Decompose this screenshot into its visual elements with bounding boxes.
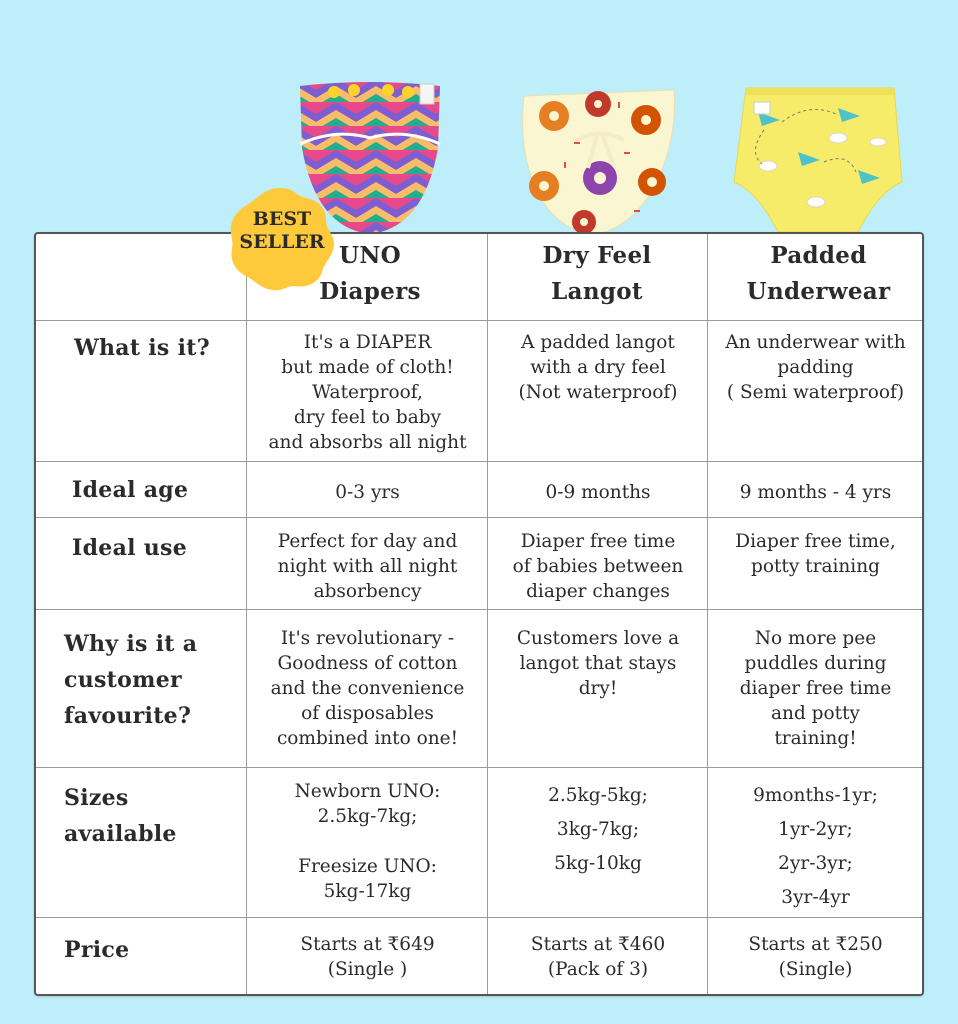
dry-feel-langot-image (514, 82, 684, 238)
padded-underwear-image (728, 82, 908, 234)
row-label-price: Price (64, 937, 130, 963)
cell-why-favourite-langot: Customers love a langot that stays dry! (516, 628, 680, 699)
column-header-dry-feel-langot: Dry Feel Langot (542, 242, 652, 305)
row-label-ideal-age: Ideal age (72, 477, 189, 503)
cell-why-favourite-uno: It's revolutionary - Goodness of cotton and the convenience of disposables combined into one! (270, 628, 465, 749)
table-divider (487, 234, 488, 994)
row-label-ideal-use: Ideal use (72, 535, 188, 561)
table-divider (707, 234, 708, 994)
cell-ideal-age-underwear: 9 months - 4 yrs (739, 482, 892, 503)
cell-why-favourite-underwear: No more pee puddles during diaper free time and potty training! (739, 628, 892, 749)
cell-sizes-langot: 2.5kg-5kg; 3kg-7kg; 5kg-10kg (548, 785, 648, 874)
cell-ideal-age-uno: 0-3 yrs (335, 482, 400, 503)
cell-ideal-use-underwear: Diaper free time, potty training (735, 531, 896, 577)
table-divider (246, 234, 247, 994)
table-divider (36, 767, 922, 768)
table-divider (36, 517, 922, 518)
cell-sizes-underwear: 9months-1yr; 1yr-2yr; 2yr-3yr; 3yr-4yr (753, 785, 878, 908)
table-divider (36, 461, 922, 462)
table-divider (36, 320, 922, 321)
best-seller-badge-label: BEST SELLER (239, 208, 325, 253)
row-label-sizes-available: Sizes available (64, 785, 177, 847)
cell-what-is-it-langot: A padded langot with a dry feel (Not waterproof) (518, 332, 678, 403)
cell-ideal-use-uno: Perfect for day and night with all night absorbency (277, 531, 458, 602)
table-divider (36, 917, 922, 918)
row-label-what-is-it: What is it? (74, 335, 210, 361)
cell-price-underwear: Starts at ₹250 (Single) (748, 934, 883, 980)
cell-price-uno: Starts at ₹649 (Single ) (300, 934, 435, 980)
comparison-table (34, 232, 924, 996)
cell-sizes-uno: Newborn UNO: 2.5kg-7kg; Freesize UNO: 5kg-17kg (294, 781, 441, 902)
cell-ideal-age-langot: 0-9 months (545, 482, 651, 503)
table-divider (36, 609, 922, 610)
column-header-uno-diapers: UNO Diapers (319, 242, 421, 305)
cell-price-langot: Starts at ₹460 (Pack of 3) (530, 934, 666, 980)
cell-ideal-use-langot: Diaper free time of babies between diaper changes (512, 531, 684, 602)
cell-what-is-it-underwear: An underwear with padding ( Semi waterproof) (725, 332, 906, 403)
cell-what-is-it-uno: It's a DIAPER but made of cloth! Waterproof, dry feel to baby and absorbs all night (268, 332, 467, 453)
column-header-padded-underwear: Padded Underwear (746, 242, 891, 305)
row-label-why-favourite: Why is it a customer favourite? (64, 631, 198, 729)
